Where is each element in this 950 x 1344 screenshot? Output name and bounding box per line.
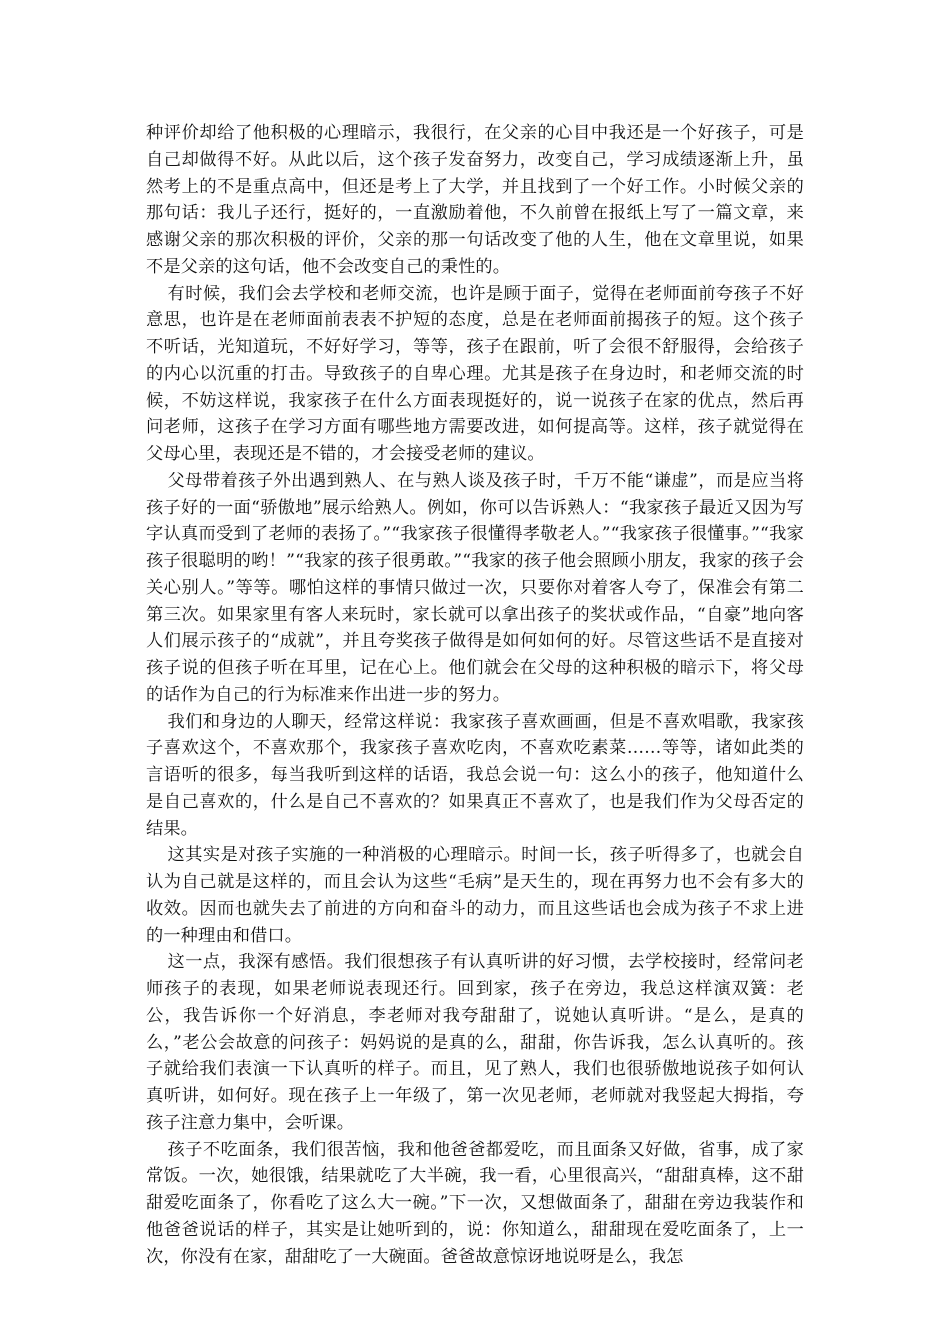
- paragraph: 父母带着孩子外出遇到熟人、在与熟人谈及孩子时，千万不能“谦虚”，而是应当将孩子好的一面“骄傲地”展示给熟人。例如，你可以告诉熟人：“我家孩子最近又因为写字认真而受到了老师的表扬了。”“我家孩子很懂得孝敬老人。”“我家孩子很懂事。”“我家孩子很聪明的哟！”“我家的孩子很勇敢。”“我家的孩子他会照顾小朋友，我家的孩子会关心别人。”等等。哪怕这样的事情只做过一次，只要你对着客人夸了，保准会有第二第三次。如果家里有客人来玩时，家长就可以拿出孩子的奖状或作品，“自豪”地向客人们展示孩子的“成就”，并且夸奖孩子做得是如何如何的好。尽管这些话不是直接对孩子说的但孩子听在耳里，记在心上。他们就会在父母的这种积极的暗示下，将父母的话作为自己的行为标准来作出进一步的努力。: [146, 470, 804, 705]
- paragraph: 这其实是对孩子实施的一种消极的心理暗示。时间一长，孩子听得多了，也就会自认为自己就是这样的，而且会认为这些“毛病”是天生的，现在再努力也不会有多大的收效。因而也就失去了前进的方向和奋斗的动力，而且这些话也会成为孩子不求上进的一种理由和借口。: [146, 845, 804, 946]
- paragraph: 我们和身边的人聊天，经常这样说：我家孩子喜欢画画，但是不喜欢唱歌，我家孩子喜欢这个，不喜欢那个，我家孩子喜欢吃肉，不喜欢吃素菜……等等，诸如此类的言语听的很多，每当我听到这样的话语，我总会说一句：这么小的孩子，他知道什么是自己喜欢的，什么是自己不喜欢的？如果真正不喜欢了，也是我们作为父母否定的结果。: [146, 711, 804, 839]
- document-body: [146, 120, 804, 1270]
- paragraph: 种评价却给了他积极的心理暗示，我很行，在父亲的心目中我还是一个好孩子，可是自己却做得不好。从此以后，这个孩子发奋努力，改变自己，学习成绩逐渐上升，虽然考上的不是重点高中，但还是考上了大学，并且找到了一个好工作。小时候父亲的那句话：我儿子还行，挺好的，一直激励着他，不久前曾在报纸上写了一篇文章，来感谢父亲的那次积极的评价，父亲的那一句话改变了他的人生，他在文章里说，如果不是父亲的这句话，他不会改变自己的秉性的。: [146, 123, 804, 277]
- paragraph: 有时候，我们会去学校和老师交流，也许是顾于面子，觉得在老师面前夸孩子不好意思，也许是在老师面前表表不护短的态度，总是在老师面前揭孩子的短。这个孩子不听话，光知道玩，不好好学习，等等，孩子在跟前，听了会很不舒服得，会给孩子的内心以沉重的打击。导致孩子的自卑心理。尤其是孩子在身边时，和老师交流的时候，不妨这样说，我家孩子在什么方面表现挺好的，说一说孩子在家的优点，然后再问老师，这孩子在学习方面有哪些地方需要改进，如何提高等。这样，孩子就觉得在父母心里，表现还是不错的，才会接受老师的建议。: [146, 283, 804, 464]
- paragraph: 孩子不吃面条，我们很苦恼，我和他爸爸都爱吃，而且面条又好做，省事，成了家常饭。一次，她很饿，结果就吃了大半碗，我一看，心里很高兴，“甜甜真棒，这不甜甜爱吃面条了，你看吃了这么大一碗。”下一次，又想做面条了，甜甜在旁边我装作和他爸爸说话的样子，其实是让她听到的，说：你知道么，甜甜现在爱吃面条了，上一次，你没有在家，甜甜吃了一大碗面。爸爸故意惊讶地说呀是么，我怎: [146, 1139, 804, 1267]
- paragraph: 这一点，我深有感悟。我们很想孩子有认真听讲的好习惯，去学校接时，经常问老师孩子的表现，如果老师说表现还行。回到家，孩子在旁边，我总这样演双簧：老公，我告诉你一个好消息，李老师对我夸甜甜了，说她认真听讲。“是么，是真的么，”老公会故意的问孩子：妈妈说的是真的么，甜甜，你告诉我，怎么认真听的。孩子就给我们表演一下认真听的样子。而且，见了熟人，我们也很骄傲地说孩子如何认真听讲，如何好。现在孩子上一年级了，第一次见老师，老师就对我竖起大拇指，夸孩子注意力集中，会听课。: [146, 952, 804, 1133]
